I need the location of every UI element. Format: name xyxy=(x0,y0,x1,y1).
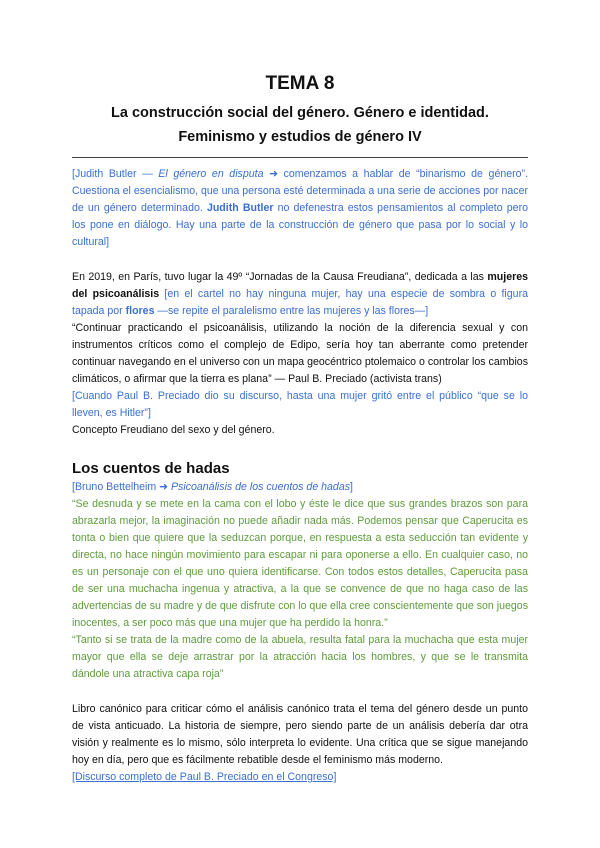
bettelheim-reference: [Bruno Bettelheim ➜ Psicoanálisis de los cuentos de hadas] xyxy=(72,481,353,493)
bettelheim-quote-1: “Se desnuda y se mete en la cama con el lobo y éste le dice que sus grandes brazos son para abrazarla mejor, la imaginación no puede añadir nada más. Podemos pensar que Caperucita es tonta o bien que quiere que la seduzcan porque, en respuesta a esta seducción tan evidente y directa, no hace ningún movimiento para escapar ni para oponerse a ello. En cualquier caso, no es un personaje con el que uno quiera identificarse. Con todos estos detalles, Caperucita pasa de ser una muchacha ingenua y atractiva, a la que se convence de que no haga caso de las advertencias de su madre y de que disfrute con lo que ella cree conscientemente que son juegos inocentes, a ser poco más que una mujer que ha perdido la honra.” xyxy=(72,498,528,629)
section-heading-cuentos: Los cuentos de hadas xyxy=(72,460,230,477)
subtitle-line-1: La construcción social del género. Género e identidad. xyxy=(111,105,489,121)
libro-paragraph: Libro canónico para criticar cómo el análisis canónico trata el tema del género desde un punto de vista anticuado. La historia de siempre, pero siendo parte de un análisis debería dar otra visión y realmente es lo mismo, sólo interpreta lo evidente. Una crítica que se sigue manejando hoy en día, pero que es fácilmente rebatible desde el feminismo más moderno. xyxy=(72,703,528,766)
page-title: TEMA 8 xyxy=(265,73,335,94)
subtitle-line-2: Feminismo y estudios de género IV xyxy=(178,129,422,145)
document-page xyxy=(72,72,528,786)
divider xyxy=(72,157,528,158)
butler-note: [Judith Butler — El género en disputa ➜ comenzamos a hablar de “binarismo de género”. Cuestiona el esencialismo, que una persona esté determinada a una serie de acciones por nacer de un género determinado. Judith Butler no defenestra estos pensamientos al completo pero los pone en diálogo. Hay una parte de la construcción de género que pasa por lo social y lo cultural] xyxy=(72,168,529,248)
preciado-note: [Cuando Paul B. Preciado dio su discurso, hasta una mujer gritó entre el público “que se lo lleven, es Hitler”] xyxy=(72,390,528,419)
bettelheim-quote-2: “Tanto si se trata de la madre como de la abuela, resulta fatal para la muchacha que esta mujer mayor que ella se deje arrastrar por la atracción hacia los hombres, y que se le transmita dándole una atractiva capa roja” xyxy=(72,634,528,680)
jornadas-paragraph: En 2019, en París, tuvo lugar la 49º “Jornadas de la Causa Freudiana”, dedicada a las mujeres del psicoanálisis [en el cartel no hay ninguna mujer, hay una especie de sombra o figura tapada por flores —se repite el paralelismo entre las mujeres y las flores—] xyxy=(72,271,528,317)
link-wrapper xyxy=(72,769,528,786)
preciado-quote: “Continuar practicando el psicoanálisis, utilizando la noción de la diferencia sexual y con instrumentos críticos como el complejo de Edipo, sería hoy tan aberrante como pretender continuar navegando en el universo con un mapa geocéntrico ptolemaico o controlar los cambios climáticos, o afirmar que la tierra es plana” — Paul B. Preciado (activista trans) xyxy=(72,322,528,385)
discurso-preciado-link[interactable]: [Discurso completo de Paul B. Preciado en el Congreso] xyxy=(72,771,337,783)
concepto-freudiano: Concepto Freudiano del sexo y del género. xyxy=(72,424,275,436)
